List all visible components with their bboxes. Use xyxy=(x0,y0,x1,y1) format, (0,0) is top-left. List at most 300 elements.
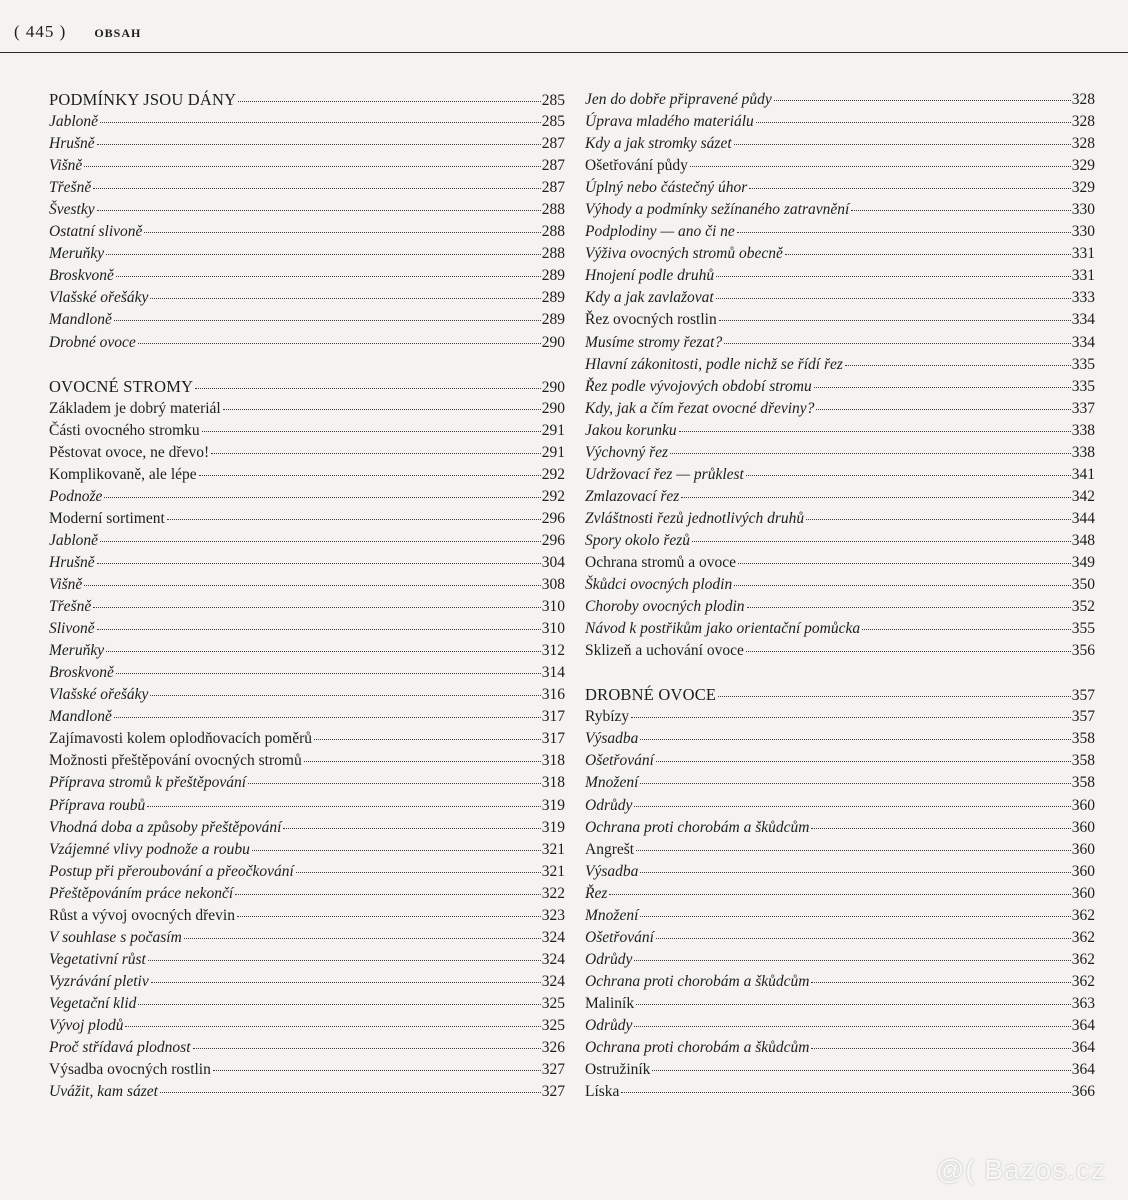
dot-leader xyxy=(237,915,541,917)
toc-page-number: 335 xyxy=(1071,355,1095,373)
toc-entry xyxy=(49,905,565,927)
toc-page-number: 364 xyxy=(1071,1061,1095,1079)
toc-entry-title: Meruňky xyxy=(49,642,105,660)
toc-entry-title: Řez ovocných rostlin xyxy=(585,311,717,329)
toc-entry-title: Vlašské ořešáky xyxy=(49,686,149,704)
dot-leader xyxy=(160,1091,541,1093)
toc-entry-title: Mandloně xyxy=(49,311,112,329)
dot-leader xyxy=(150,297,540,299)
toc-entry xyxy=(585,795,1095,817)
dot-leader xyxy=(746,474,1071,476)
toc-entry-title: OVOCNÉ STROMY xyxy=(49,376,194,396)
toc-entry-title: Angrešt xyxy=(585,840,635,858)
dot-leader xyxy=(106,253,541,255)
dot-leader xyxy=(816,408,1070,410)
toc-entry-title: Odrůdy xyxy=(585,950,633,968)
toc-entry xyxy=(585,1081,1095,1103)
toc-entry xyxy=(585,883,1095,905)
dot-leader xyxy=(811,827,1070,829)
toc-section-heading xyxy=(49,89,565,111)
toc-entry-title: Choroby ovocných plodin xyxy=(585,598,745,616)
toc-page-number: 337 xyxy=(1071,399,1095,417)
toc-entry xyxy=(49,309,565,331)
toc-page-number: 321 xyxy=(541,840,565,858)
dot-leader xyxy=(84,165,540,167)
toc-entry-title: Ošetřování xyxy=(585,752,654,770)
dot-leader xyxy=(93,606,541,608)
toc-entry-title: Moderní sortiment xyxy=(49,509,165,527)
toc-page-number: 324 xyxy=(541,972,565,990)
dot-leader xyxy=(193,1047,541,1049)
toc-entry-title: Ochrana proti chorobám a škůdcům xyxy=(585,818,810,836)
toc-page-number: 362 xyxy=(1071,928,1095,946)
toc-entry-title: Spory okolo řezů xyxy=(585,531,691,549)
toc-page-number: 352 xyxy=(1071,598,1095,616)
watermark: @( Bazos.cz xyxy=(935,1154,1106,1185)
toc-page-number: 331 xyxy=(1071,245,1095,263)
toc-entry-title: Úplný nebo částečný úhor xyxy=(585,179,748,197)
dot-leader xyxy=(138,1003,540,1005)
toc-page-number: 296 xyxy=(541,531,565,549)
toc-entry xyxy=(585,618,1095,640)
dot-leader xyxy=(144,231,540,233)
toc-page-number: 331 xyxy=(1071,267,1095,285)
dot-leader xyxy=(634,1025,1070,1027)
toc-entry xyxy=(585,199,1095,221)
dot-leader xyxy=(195,387,541,389)
toc-entry-title: Pěstovat ovoce, ne dřevo! xyxy=(49,443,210,461)
toc-entry xyxy=(585,309,1095,331)
toc-entry xyxy=(49,1059,565,1081)
toc-entry-title: Třešně xyxy=(49,598,92,616)
dot-leader xyxy=(621,1091,1070,1093)
toc-page-number: 296 xyxy=(541,509,565,527)
dot-leader xyxy=(785,253,1071,255)
toc-entry-title: Ochrana proti chorobám a škůdcům xyxy=(585,1039,810,1057)
toc-entry xyxy=(49,221,565,243)
toc-entry-title: Odrůdy xyxy=(585,796,633,814)
toc-entry xyxy=(49,508,565,530)
toc-page-number: 364 xyxy=(1071,1016,1095,1034)
toc-page-number: 334 xyxy=(1071,311,1095,329)
toc-entry-title: Vzájemné vlivy podnože a roubu xyxy=(49,840,250,858)
toc-entry xyxy=(585,1015,1095,1037)
toc-entry xyxy=(49,111,565,133)
toc-entry-title: Zvláštnosti řezů jednotlivých druhů xyxy=(585,509,805,527)
toc-entry xyxy=(49,684,565,706)
dot-leader xyxy=(114,319,541,321)
section-gap xyxy=(49,354,565,376)
dot-leader xyxy=(681,496,1070,498)
toc-entry xyxy=(585,287,1095,309)
toc-entry-title: Vlašské ořešáky xyxy=(49,289,149,307)
toc-page-number: 292 xyxy=(541,465,565,483)
toc-page-number: 327 xyxy=(541,1083,565,1101)
dot-leader xyxy=(737,231,1071,233)
toc-page-number: 338 xyxy=(1071,421,1095,439)
toc-page-number: 285 xyxy=(541,113,565,131)
toc-page-number: 334 xyxy=(1071,333,1095,351)
toc-entry-title: Výsadba xyxy=(585,730,639,748)
toc-entry-title: Ochrana proti chorobám a škůdcům xyxy=(585,972,810,990)
toc-entry-title: Množení xyxy=(585,906,639,924)
toc-entry-title: Řez podle vývojových období stromu xyxy=(585,377,812,395)
toc-page-number: 328 xyxy=(1071,113,1095,131)
toc-page-number: 288 xyxy=(541,201,565,219)
toc-entry xyxy=(585,949,1095,971)
toc-entry-title: Podnože xyxy=(49,487,103,505)
toc-entry-title: Vyzrávání pletiv xyxy=(49,972,149,990)
dot-leader xyxy=(814,386,1071,388)
dot-leader xyxy=(716,297,1071,299)
toc-section-heading xyxy=(585,684,1095,706)
toc-entry xyxy=(49,420,565,442)
toc-page-number: 290 xyxy=(541,333,565,351)
toc-page-number: 319 xyxy=(541,796,565,814)
dot-leader xyxy=(100,540,541,542)
toc-entry xyxy=(585,574,1095,596)
dot-leader xyxy=(749,187,1070,189)
toc-entry-title: Višně xyxy=(49,157,83,175)
toc-page-number: 327 xyxy=(541,1061,565,1079)
toc-page-number: 330 xyxy=(1071,201,1095,219)
toc-page-number: 328 xyxy=(1071,135,1095,153)
toc-entry-title: Hnojení podle druhů xyxy=(585,267,715,285)
page-header xyxy=(14,22,1114,42)
dot-leader xyxy=(640,738,1070,740)
dot-leader xyxy=(213,1069,541,1071)
toc-entry-title: Meruňky xyxy=(49,245,105,263)
toc-entry-title: Podplodiny — ano či ne xyxy=(585,223,735,241)
toc-page-number: 289 xyxy=(541,311,565,329)
toc-right-column xyxy=(585,89,1095,1103)
toc-entry-title: Višně xyxy=(49,576,83,594)
toc-entry-title: Výsadba ovocných rostlin xyxy=(49,1061,211,1079)
dot-leader xyxy=(150,694,540,696)
toc-page-number: 322 xyxy=(541,884,565,902)
dot-leader xyxy=(845,364,1071,366)
dot-leader xyxy=(640,871,1070,873)
toc-page-number: 364 xyxy=(1071,1039,1095,1057)
toc-page-number: 355 xyxy=(1071,620,1095,638)
toc-page-number: 360 xyxy=(1071,862,1095,880)
toc-entry-title: Postup při přeroubování a přeočkování xyxy=(49,862,294,880)
toc-entry xyxy=(49,772,565,794)
toc-page-number: 363 xyxy=(1071,994,1095,1012)
toc-page-number: 358 xyxy=(1071,730,1095,748)
toc-entry xyxy=(585,221,1095,243)
dot-leader xyxy=(116,672,541,674)
toc-page-number: 329 xyxy=(1071,157,1095,175)
toc-page-number: 319 xyxy=(541,818,565,836)
toc-page-number: 362 xyxy=(1071,950,1095,968)
dot-leader xyxy=(718,695,1071,697)
toc-entry xyxy=(49,1081,565,1103)
toc-page-number: 324 xyxy=(541,950,565,968)
toc-entry-title: Výsadba xyxy=(585,862,639,880)
dot-leader xyxy=(248,782,541,784)
toc-page-number: 290 xyxy=(541,399,565,417)
toc-entry-title: Broskvoně xyxy=(49,267,114,285)
dot-leader xyxy=(634,959,1070,961)
toc-entry xyxy=(49,552,565,574)
toc-entry-title: Udržovací řez — průklest xyxy=(585,465,744,483)
toc-entry-title: Jabloně xyxy=(49,531,99,549)
toc-entry xyxy=(49,177,565,199)
toc-entry-title: Základem je dobrý materiál xyxy=(49,399,221,417)
toc-entry xyxy=(585,817,1095,839)
toc-entry xyxy=(49,199,565,221)
section-gap xyxy=(585,662,1095,684)
toc-entry xyxy=(49,839,565,861)
toc-entry xyxy=(585,508,1095,530)
toc-page-number: 341 xyxy=(1071,465,1095,483)
toc-entry xyxy=(585,486,1095,508)
toc-page-number: 360 xyxy=(1071,818,1095,836)
toc-entry-title: V souhlase s počasím xyxy=(49,928,182,946)
toc-entry-title: Proč střídavá plodnost xyxy=(49,1039,191,1057)
toc-page-number: 357 xyxy=(1071,687,1095,705)
toc-entry xyxy=(49,486,565,508)
toc-entry-title: Návod k postřikům jako orientační pomůcka xyxy=(585,620,861,638)
toc-entry-title: DROBNÉ OVOCE xyxy=(585,685,717,705)
dot-leader xyxy=(100,121,541,123)
toc-entry xyxy=(585,552,1095,574)
toc-entry xyxy=(49,398,565,420)
dot-leader xyxy=(747,606,1071,608)
dot-leader xyxy=(314,738,541,740)
dot-leader xyxy=(811,1047,1070,1049)
toc-entry-title: Zajímavosti kolem oplodňovacích poměrů xyxy=(49,730,313,748)
dot-leader xyxy=(670,452,1071,454)
toc-page-number: 360 xyxy=(1071,796,1095,814)
toc-page-number: 358 xyxy=(1071,774,1095,792)
toc-entry xyxy=(585,376,1095,398)
toc-page-number: 310 xyxy=(541,598,565,616)
toc-entry xyxy=(49,817,565,839)
toc-entry xyxy=(585,243,1095,265)
dot-leader xyxy=(719,319,1071,321)
toc-page-number: 287 xyxy=(541,179,565,197)
toc-entry-title: Ošetřování xyxy=(585,928,654,946)
toc-page-number: 350 xyxy=(1071,576,1095,594)
toc-entry xyxy=(585,640,1095,662)
toc-entry xyxy=(49,706,565,728)
dot-leader xyxy=(235,893,541,895)
toc-entry xyxy=(585,133,1095,155)
toc-entry xyxy=(585,839,1095,861)
toc-entry-title: Škůdci ovocných plodin xyxy=(585,576,733,594)
dot-leader xyxy=(151,981,541,983)
toc-page-number: 362 xyxy=(1071,906,1095,924)
toc-entry xyxy=(585,1037,1095,1059)
toc-entry xyxy=(49,861,565,883)
toc-page-number: 318 xyxy=(541,752,565,770)
toc-entry-title: Výchovný řez xyxy=(585,443,669,461)
toc-entry xyxy=(49,618,565,640)
toc-page-number: 321 xyxy=(541,862,565,880)
toc-page-number: 357 xyxy=(1071,708,1095,726)
toc-page-number: 318 xyxy=(541,774,565,792)
toc-page-number: 342 xyxy=(1071,487,1095,505)
toc-entry xyxy=(585,530,1095,552)
toc-entry-title: Růst a vývoj ovocných dřevin xyxy=(49,906,235,924)
toc-entry xyxy=(585,1059,1095,1081)
toc-entry xyxy=(585,905,1095,927)
toc-entry-title: Vegetativní růst xyxy=(49,950,146,968)
toc-entry xyxy=(585,706,1095,728)
toc-page-number: 349 xyxy=(1071,553,1095,571)
dot-leader xyxy=(734,584,1071,586)
toc-entry xyxy=(49,133,565,155)
toc-entry xyxy=(49,1037,565,1059)
toc-section-heading xyxy=(49,376,565,398)
dot-leader xyxy=(609,893,1070,895)
toc-entry-title: Vhodná doba a způsoby přeštěpování xyxy=(49,818,282,836)
toc-entry xyxy=(49,464,565,486)
dot-leader xyxy=(851,209,1070,211)
toc-page-number: 287 xyxy=(541,135,565,153)
dot-leader xyxy=(106,650,541,652)
toc-entry-title: Maliník xyxy=(585,994,635,1012)
toc-entry xyxy=(585,750,1095,772)
toc-entry xyxy=(49,155,565,177)
dot-leader xyxy=(806,518,1071,520)
dot-leader xyxy=(211,452,541,454)
toc-page-number: 366 xyxy=(1071,1083,1095,1101)
toc-page-number: 360 xyxy=(1071,840,1095,858)
dot-leader xyxy=(640,915,1070,917)
toc-entry-title: Možnosti přeštěpování ovocných stromů xyxy=(49,752,302,770)
dot-leader xyxy=(640,782,1070,784)
toc-entry-title: Výživa ovocných stromů obecně xyxy=(585,245,783,263)
toc-entry xyxy=(49,662,565,684)
dot-leader xyxy=(774,99,1071,101)
dot-leader xyxy=(97,628,541,630)
toc-page-number: 290 xyxy=(541,378,565,396)
toc-entry xyxy=(49,596,565,618)
toc-entry xyxy=(49,640,565,662)
dot-leader xyxy=(238,100,540,102)
toc-entry-title: Jakou korunku xyxy=(585,421,677,439)
toc-entry-title: Vegetační klid xyxy=(49,994,137,1012)
toc-page-number: 288 xyxy=(541,245,565,263)
dot-leader xyxy=(184,937,541,939)
toc-entry xyxy=(49,795,565,817)
toc-page-number: 325 xyxy=(541,1016,565,1034)
toc-entry-title: Vývoj plodů xyxy=(49,1016,124,1034)
toc-entry-title: Množení xyxy=(585,774,639,792)
toc-entry-title: Ochrana stromů a ovoce xyxy=(585,553,737,571)
dot-leader xyxy=(147,805,540,807)
toc-page-number: 328 xyxy=(1071,91,1095,108)
dot-leader xyxy=(738,562,1071,564)
toc-entry xyxy=(585,993,1095,1015)
toc-entry xyxy=(585,398,1095,420)
toc-entry-title: Kdy, jak a čím řezat ovocné dřeviny? xyxy=(585,399,815,417)
toc-entry-title: Ošetřování půdy xyxy=(585,157,688,175)
toc-page-number: 312 xyxy=(541,642,565,660)
toc-entry-title: Zmlazovací řez xyxy=(585,487,680,505)
dot-leader xyxy=(690,165,1071,167)
dot-leader xyxy=(304,760,541,762)
toc-entry-title: Rybízy xyxy=(585,708,630,726)
toc-entry-title: Části ovocného stromku xyxy=(49,421,200,439)
toc-page-number: 289 xyxy=(541,289,565,307)
dot-leader xyxy=(734,143,1071,145)
toc-entry-title: Hrušně xyxy=(49,553,95,571)
running-title: OBSAH xyxy=(94,26,142,40)
toc-page-number: 285 xyxy=(541,92,565,109)
toc-entry xyxy=(585,89,1095,111)
toc-page-number: 317 xyxy=(541,730,565,748)
toc-entry xyxy=(49,530,565,552)
toc-entry xyxy=(49,265,565,287)
toc-page-number: 348 xyxy=(1071,531,1095,549)
toc-page-number: 304 xyxy=(541,553,565,571)
toc-entry-title: PODMÍNKY JSOU DÁNY xyxy=(49,90,237,109)
dot-leader xyxy=(283,827,540,829)
toc-entry-title: Mandloně xyxy=(49,708,112,726)
dot-leader xyxy=(93,187,541,189)
toc-entry-title: Uvážit, kam sázet xyxy=(49,1083,158,1101)
toc-entry-title: Úprava mladého materiálu xyxy=(585,113,754,131)
dot-leader xyxy=(652,1069,1070,1071)
toc-entry xyxy=(49,750,565,772)
toc-entry-title: Hrušně xyxy=(49,135,95,153)
toc-entry xyxy=(585,464,1095,486)
toc-page-number: 358 xyxy=(1071,752,1095,770)
toc-page-number: 356 xyxy=(1071,642,1095,660)
dot-leader xyxy=(148,959,541,961)
toc-entry-title: Broskvoně xyxy=(49,664,114,682)
toc-page-number: 323 xyxy=(541,906,565,924)
toc-page-number: 335 xyxy=(1071,377,1095,395)
toc-entry-title: Třešně xyxy=(49,179,92,197)
toc-entry xyxy=(49,243,565,265)
toc-entry-title: Slivoně xyxy=(49,620,95,638)
toc-entry-title: Kdy a jak stromky sázet xyxy=(585,135,732,153)
dot-leader xyxy=(716,275,1071,277)
toc-entry-title: Jen do dobře připravené půdy xyxy=(585,91,772,108)
toc-entry xyxy=(585,927,1095,949)
toc-page-number: 317 xyxy=(541,708,565,726)
toc-page-number: 326 xyxy=(541,1039,565,1057)
dot-leader xyxy=(202,430,541,432)
dot-leader xyxy=(223,408,541,410)
toc-page-number: 288 xyxy=(541,223,565,241)
toc-entry xyxy=(585,155,1095,177)
toc-entry-title: Příprava roubů xyxy=(49,796,146,814)
dot-leader xyxy=(116,275,541,277)
toc-page-number: 338 xyxy=(1071,443,1095,461)
toc-entry xyxy=(585,265,1095,287)
toc-page-number: 362 xyxy=(1071,972,1095,990)
toc-entry xyxy=(585,728,1095,750)
toc-page-number: 329 xyxy=(1071,179,1095,197)
dot-leader xyxy=(167,518,541,520)
toc-entry xyxy=(585,332,1095,354)
toc-page-number: 291 xyxy=(541,421,565,439)
toc-entry xyxy=(49,574,565,596)
toc-entry-title: Příprava stromů k přeštěpování xyxy=(49,774,247,792)
toc-entry xyxy=(49,883,565,905)
toc-entry-title: Výhody a podmínky sežínaného zatravnění xyxy=(585,201,850,219)
toc-entry-title: Přeštěpováním práce nekončí xyxy=(49,884,234,902)
toc-entry xyxy=(49,287,565,309)
toc-entry-title: Řez xyxy=(585,884,608,902)
dot-leader xyxy=(199,474,541,476)
